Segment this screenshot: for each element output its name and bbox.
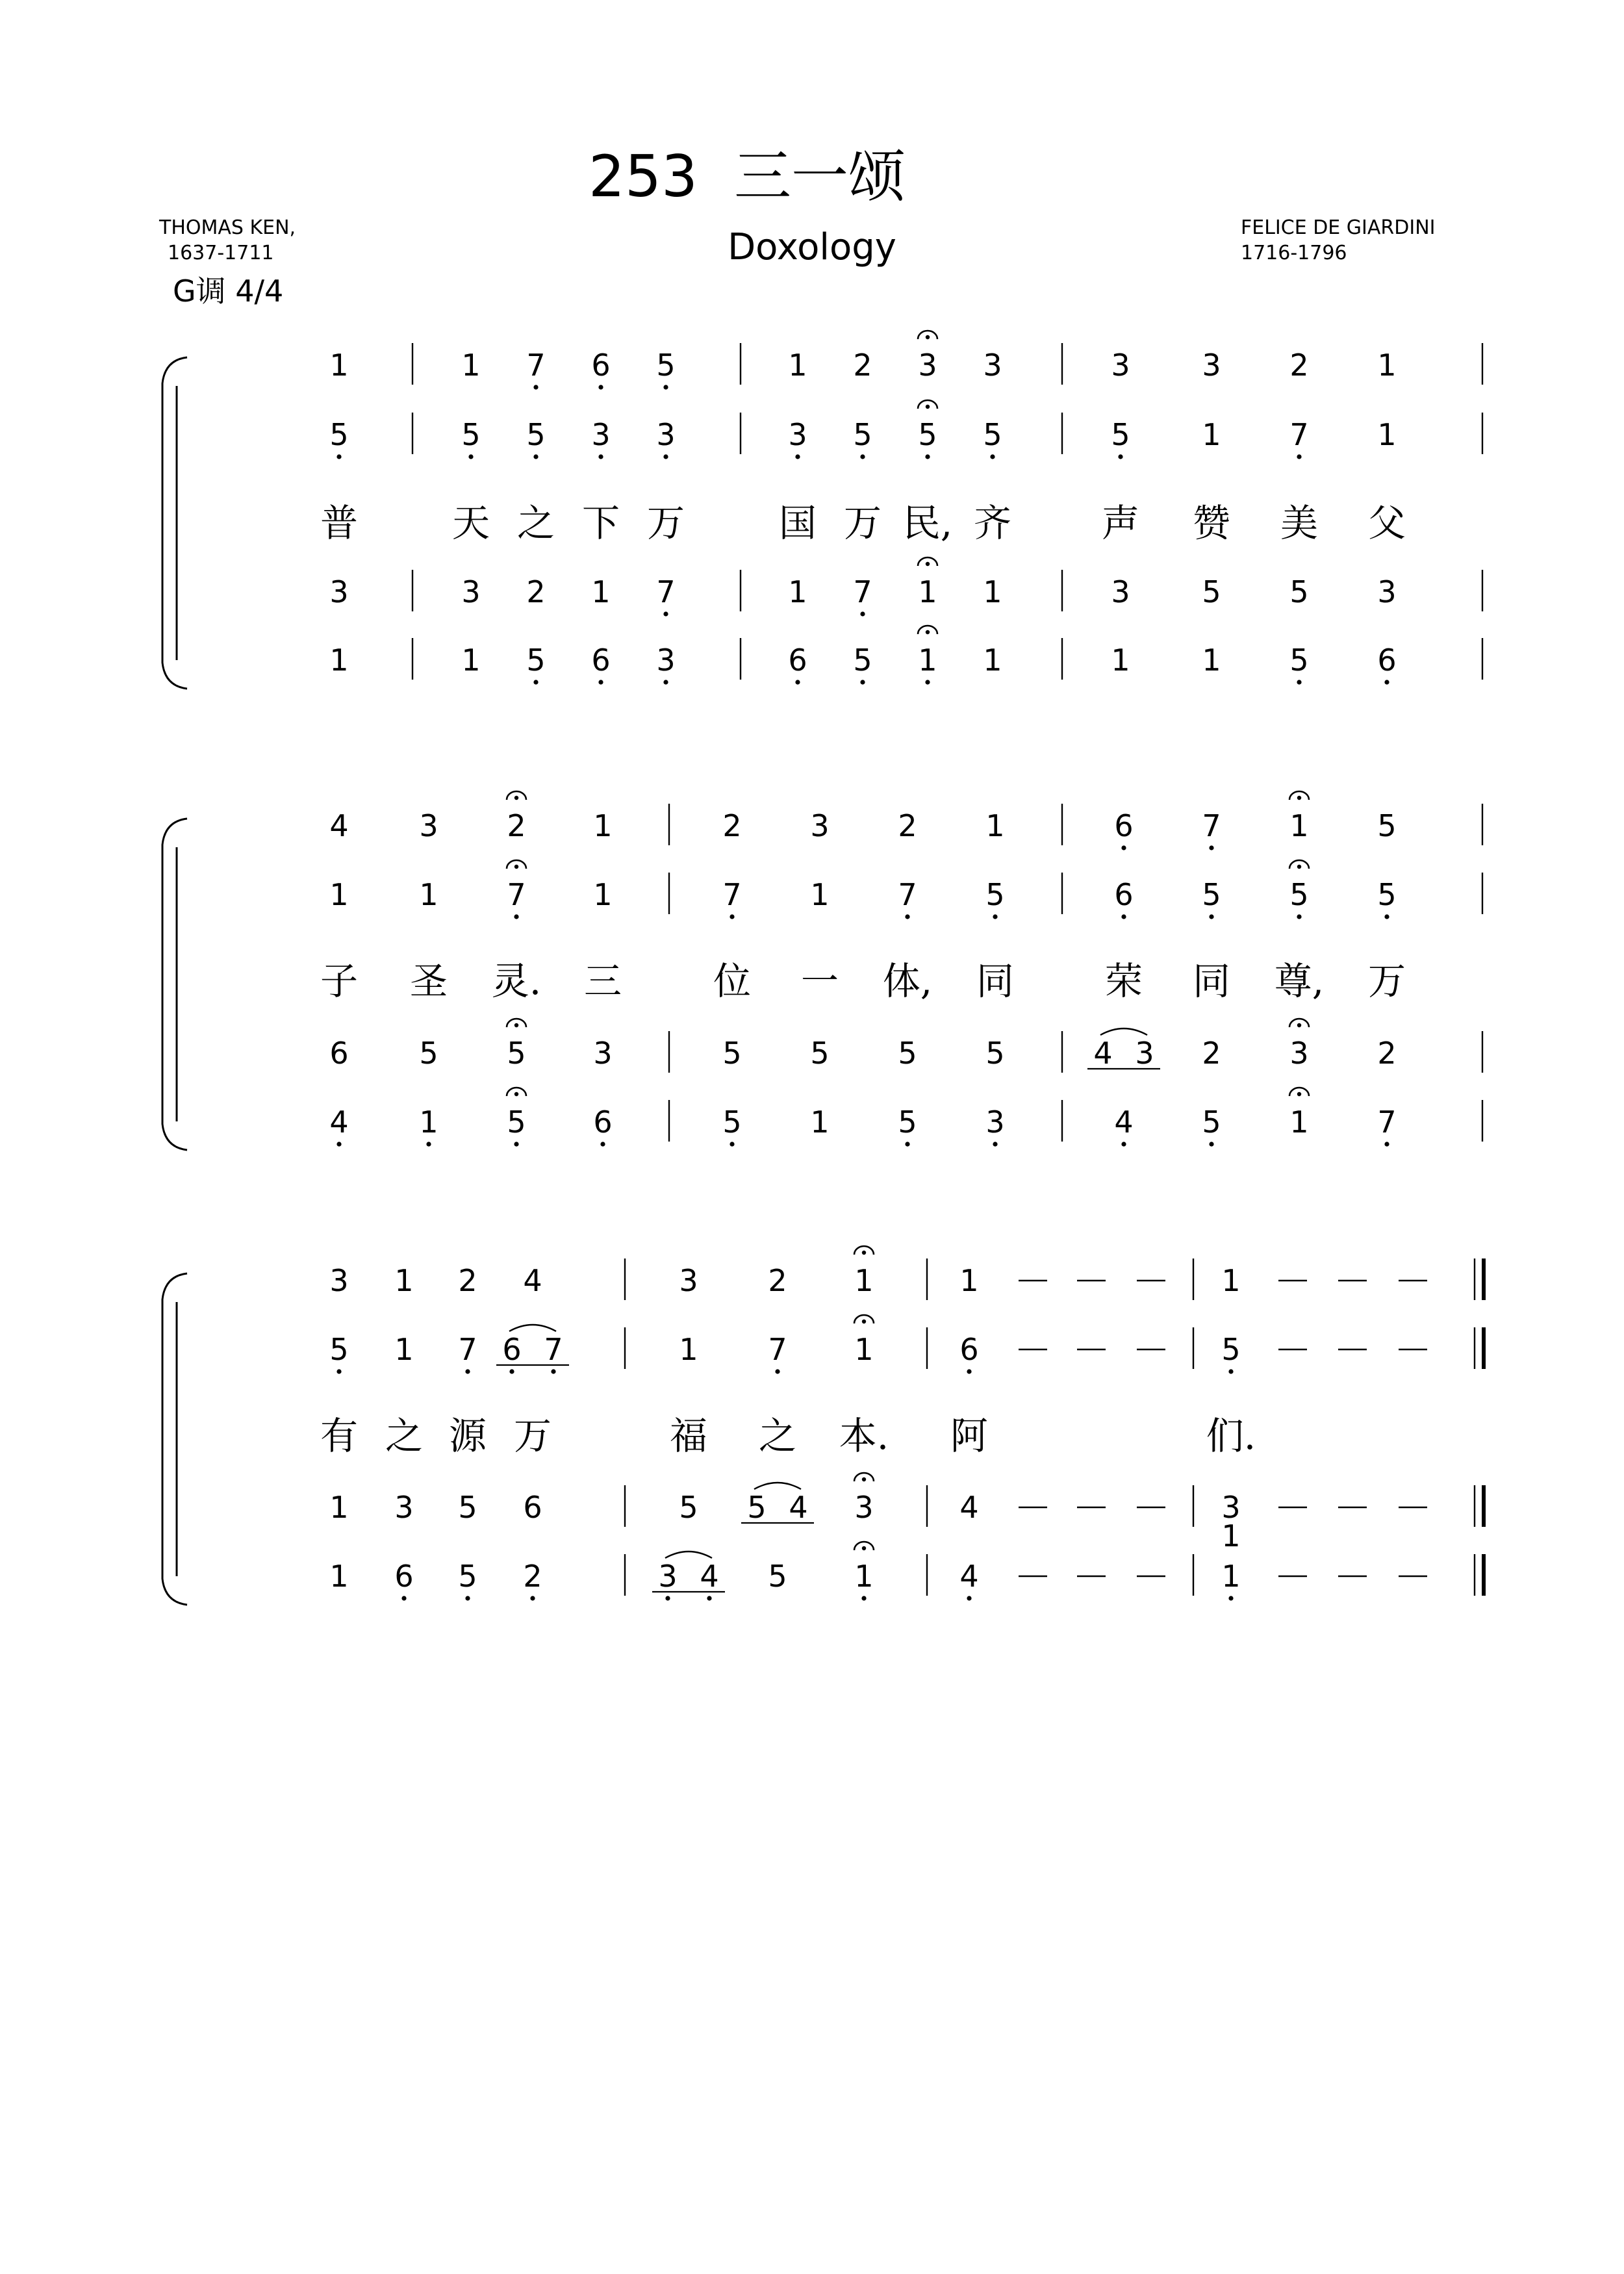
- octave-dot: [905, 1142, 909, 1146]
- note: 1: [918, 643, 937, 678]
- note: 5: [1221, 1332, 1241, 1367]
- octave-dot: [1297, 914, 1301, 919]
- note: 1: [854, 1263, 874, 1298]
- lyric-syllable: 福: [669, 1414, 708, 1458]
- note: 5: [458, 1490, 477, 1525]
- note: 3: [419, 808, 438, 843]
- note: 4: [1114, 1105, 1134, 1140]
- note: 3: [679, 1263, 698, 1298]
- note: 1: [1289, 808, 1309, 843]
- octave-dot: [860, 680, 865, 684]
- octave-dot: [795, 454, 800, 459]
- lyric-syllable: 齐: [973, 501, 1012, 545]
- octave-dot: [336, 454, 341, 459]
- octave-dot: [990, 454, 995, 459]
- note: 5: [722, 1105, 742, 1140]
- note: 1: [854, 1559, 874, 1594]
- note: 3: [788, 417, 807, 452]
- octave-dot: [860, 611, 865, 616]
- note: 3: [1202, 348, 1221, 383]
- note: 7: [1289, 417, 1309, 452]
- fermata-dot: [926, 405, 930, 409]
- octave-dot: [598, 454, 603, 459]
- lyric-syllable: 父: [1367, 501, 1406, 545]
- fermata-dot: [1297, 865, 1301, 869]
- note: 5: [461, 417, 481, 452]
- octave-dot: [1228, 1369, 1233, 1373]
- note: 2: [458, 1263, 477, 1298]
- note: 1: [788, 574, 807, 609]
- system-bracket: [162, 1273, 187, 1605]
- lyric-syllable: 有: [320, 1414, 359, 1458]
- octave-dot: [860, 454, 865, 459]
- note: 3: [810, 808, 830, 843]
- lyric-syllable: 美: [1280, 501, 1319, 545]
- octave-dot: [730, 1142, 734, 1146]
- note: 4: [329, 1105, 349, 1140]
- note: 1: [1202, 417, 1221, 452]
- note: 1: [1202, 643, 1221, 678]
- note: 1: [394, 1332, 414, 1367]
- octave-dot: [1297, 454, 1301, 459]
- note: 1: [1289, 1105, 1309, 1140]
- octave-dot: [665, 1596, 670, 1600]
- lyric-syllable: 声: [1101, 501, 1140, 545]
- note: 5: [918, 417, 937, 452]
- octave-dot: [336, 1369, 341, 1373]
- note: 1: [419, 877, 438, 912]
- note: 1: [1377, 348, 1397, 383]
- note: 7: [768, 1332, 787, 1367]
- note: 6: [502, 1332, 522, 1367]
- note: 7: [507, 877, 526, 912]
- note: 5: [1202, 877, 1221, 912]
- fermata-dot: [862, 1477, 866, 1481]
- octave-dot: [533, 454, 538, 459]
- lyric-syllable: 源: [448, 1414, 487, 1458]
- lyric-syllable: 万: [1367, 959, 1406, 1003]
- octave-dot: [707, 1596, 711, 1600]
- note: 5: [1377, 877, 1397, 912]
- note: 3: [1377, 574, 1397, 609]
- note: 1: [329, 643, 349, 678]
- note: 1: [985, 808, 1005, 843]
- note: 2: [853, 348, 872, 383]
- note: 3: [1135, 1036, 1154, 1071]
- lyric-syllable: 们.: [1206, 1414, 1256, 1458]
- note: 5: [419, 1036, 438, 1071]
- note: 1: [394, 1263, 414, 1298]
- lyric-syllable: 本.: [839, 1414, 889, 1458]
- note: 4: [789, 1490, 808, 1525]
- note: 6: [329, 1036, 349, 1071]
- fermata-dot: [1297, 1023, 1301, 1027]
- note: 1: [329, 1490, 349, 1525]
- octave-dot: [1384, 914, 1389, 919]
- note: 3: [461, 574, 481, 609]
- hymn-number: 253: [589, 143, 698, 210]
- octave-dot: [336, 1142, 341, 1146]
- note: 1: [854, 1332, 874, 1367]
- lyric-syllable: 万: [513, 1414, 552, 1458]
- note: 3: [658, 1559, 678, 1594]
- note: 3: [394, 1490, 414, 1525]
- note: 4: [1093, 1036, 1113, 1071]
- lyric-syllable: 三: [583, 959, 622, 1003]
- octave-dot: [925, 454, 930, 459]
- note: 6: [394, 1559, 414, 1594]
- octave-dot: [465, 1596, 470, 1600]
- octave-dot: [1121, 914, 1126, 919]
- note: 5: [656, 348, 676, 383]
- octave-dot: [730, 914, 734, 919]
- fermata-dot: [862, 1546, 866, 1550]
- fermata-dot: [514, 1023, 518, 1027]
- note: 5: [329, 417, 349, 452]
- note: 5: [458, 1559, 477, 1594]
- composer-years: 1716-1796: [1241, 242, 1347, 264]
- octave-dot: [598, 385, 603, 389]
- lyric-syllable: 同: [1192, 959, 1231, 1003]
- octave-dot: [468, 454, 473, 459]
- octave-dot: [775, 1369, 780, 1373]
- lyric-syllable: 普: [320, 501, 359, 545]
- fermata-dot: [862, 1251, 866, 1255]
- note: 6: [523, 1490, 542, 1525]
- octave-dot: [795, 680, 800, 684]
- octave-dot: [1297, 680, 1301, 684]
- lyric-syllable: 圣: [409, 959, 448, 1003]
- note: 2: [1202, 1036, 1221, 1071]
- note: 3: [983, 348, 1002, 383]
- note: 7: [1202, 808, 1221, 843]
- system-bracket: [162, 357, 187, 689]
- lyric-syllable: 尊,: [1274, 959, 1325, 1003]
- hymn-title-text: 三一颂: [733, 143, 906, 210]
- octave-dot: [509, 1369, 514, 1373]
- note: 4: [700, 1559, 719, 1594]
- octave-dot: [1209, 845, 1213, 850]
- octave-dot: [663, 680, 668, 684]
- note: 5: [526, 417, 546, 452]
- note: 6: [1114, 808, 1134, 843]
- note: 3: [329, 574, 349, 609]
- note: 7: [853, 574, 872, 609]
- note: 5: [898, 1105, 917, 1140]
- note: 2: [507, 808, 526, 843]
- fermata-dot: [514, 796, 518, 800]
- octave-dot: [1209, 1142, 1213, 1146]
- lyric-syllable: 万: [646, 501, 685, 545]
- octave-dot: [993, 1142, 997, 1146]
- octave-dot: [1121, 845, 1126, 850]
- octave-dot: [663, 385, 668, 389]
- note: 7: [544, 1332, 563, 1367]
- note: 1: [788, 348, 807, 383]
- note: 4: [329, 808, 349, 843]
- note: 1: [1111, 643, 1130, 678]
- note: 3: [985, 1105, 1005, 1140]
- slur: [1100, 1028, 1147, 1035]
- note: 3: [1289, 1036, 1309, 1071]
- slur: [754, 1483, 801, 1489]
- note: 2: [768, 1263, 787, 1298]
- note: 5: [507, 1105, 526, 1140]
- note: 6: [1377, 643, 1397, 678]
- note: 1: [810, 1105, 830, 1140]
- note: 3: [656, 417, 676, 452]
- note: 3: [656, 643, 676, 678]
- lyric-syllable: 一: [800, 959, 839, 1003]
- octave-dot: [663, 454, 668, 459]
- note: 5: [722, 1036, 742, 1071]
- lyric-syllable: 阿: [950, 1414, 989, 1458]
- note: 2: [1289, 348, 1309, 383]
- lyric-syllable: 之: [758, 1414, 797, 1458]
- note: 1: [983, 643, 1002, 678]
- note: 5: [507, 1036, 526, 1071]
- note: 1: [810, 877, 830, 912]
- octave-dot: [861, 1596, 866, 1600]
- note: 1: [419, 1105, 438, 1140]
- note: 2: [722, 808, 742, 843]
- lyric-syllable: 下: [581, 501, 620, 545]
- note: 7: [458, 1332, 477, 1367]
- note: 5: [1202, 1105, 1221, 1140]
- note: 1: [959, 1263, 979, 1298]
- note: 1: [329, 1559, 349, 1594]
- fermata-dot: [926, 335, 930, 339]
- note: 5: [1377, 808, 1397, 843]
- octave-dot: [598, 680, 603, 684]
- octave-dot: [925, 680, 930, 684]
- note: 5: [898, 1036, 917, 1071]
- lyric-syllable: 国: [778, 501, 817, 545]
- note: 1: [918, 574, 937, 609]
- note: 5: [679, 1490, 698, 1525]
- note: 6: [591, 348, 611, 383]
- fermata-dot: [862, 1320, 866, 1323]
- octave-dot: [967, 1369, 971, 1373]
- lyric-syllable: 同: [976, 959, 1015, 1003]
- note: 7: [656, 574, 676, 609]
- note: 6: [959, 1332, 979, 1367]
- note: 5: [853, 417, 872, 452]
- fermata-dot: [514, 1092, 518, 1096]
- octave-dot: [1118, 454, 1123, 459]
- note: 5: [1202, 574, 1221, 609]
- note: 5: [983, 417, 1002, 452]
- fermata-dot: [1297, 796, 1301, 800]
- note: 7: [526, 348, 546, 383]
- note: 5: [1289, 574, 1309, 609]
- slur: [509, 1325, 556, 1331]
- note: 1: [983, 574, 1002, 609]
- note: 3: [329, 1263, 349, 1298]
- octave-dot: [426, 1142, 431, 1146]
- octave-dot: [1121, 1142, 1126, 1146]
- octave-dot: [663, 611, 668, 616]
- lyric-syllable: 之: [385, 1414, 424, 1458]
- octave-dot: [967, 1596, 971, 1600]
- lyric-syllable: 子: [320, 959, 359, 1003]
- author-name: THOMAS KEN,: [159, 216, 296, 239]
- fermata-dot: [926, 562, 930, 566]
- note: 5: [329, 1332, 349, 1367]
- octave-dot: [530, 1596, 535, 1600]
- note: 1: [679, 1332, 698, 1367]
- author-years: 1637-1711: [168, 242, 274, 264]
- note: 3: [1221, 1490, 1241, 1525]
- key-time-signature: G调 4/4: [173, 274, 284, 309]
- note: 6: [593, 1105, 613, 1140]
- note: 1: [461, 348, 481, 383]
- composer-name: FELICE DE GIARDINI: [1241, 216, 1436, 239]
- note-extra: 1: [1221, 1518, 1241, 1553]
- octave-dot: [514, 914, 518, 919]
- note: 3: [591, 417, 611, 452]
- octave-dot: [1228, 1596, 1233, 1600]
- lyric-syllable: 之: [516, 501, 555, 545]
- note: 3: [1111, 348, 1130, 383]
- octave-dot: [1384, 1142, 1389, 1146]
- note: 3: [918, 348, 937, 383]
- lyric-syllable: 民,: [902, 501, 953, 545]
- octave-dot: [905, 914, 909, 919]
- lyric-syllable: 赞: [1192, 501, 1231, 545]
- note: 5: [985, 1036, 1005, 1071]
- note: 5: [526, 643, 546, 678]
- note: 2: [526, 574, 546, 609]
- octave-dot: [401, 1596, 406, 1600]
- note: 6: [788, 643, 807, 678]
- note: 3: [854, 1490, 874, 1525]
- system-bracket: [162, 819, 187, 1150]
- note: 7: [898, 877, 917, 912]
- octave-dot: [533, 680, 538, 684]
- note: 1: [1221, 1559, 1241, 1594]
- note: 5: [1289, 643, 1309, 678]
- lyric-syllable: 体,: [882, 959, 933, 1003]
- note: 1: [593, 808, 613, 843]
- lyric-syllable: 位: [713, 959, 752, 1003]
- note: 2: [898, 808, 917, 843]
- note: 3: [593, 1036, 613, 1071]
- octave-dot: [1384, 680, 1389, 684]
- note: 6: [591, 643, 611, 678]
- fermata-dot: [1297, 1092, 1301, 1096]
- note: 2: [523, 1559, 542, 1594]
- note: 1: [1221, 1263, 1241, 1298]
- note: 5: [1111, 417, 1130, 452]
- lyric-syllable: 荣: [1104, 959, 1143, 1003]
- note: 5: [747, 1490, 767, 1525]
- lyric-syllable: 灵.: [491, 959, 542, 1003]
- octave-dot: [465, 1369, 470, 1373]
- note: 5: [1289, 877, 1309, 912]
- note: 4: [523, 1263, 542, 1298]
- note: 1: [593, 877, 613, 912]
- note: 1: [329, 348, 349, 383]
- note: 1: [591, 574, 611, 609]
- octave-dot: [600, 1142, 605, 1146]
- note: 1: [1377, 417, 1397, 452]
- note: 4: [959, 1559, 979, 1594]
- fermata-dot: [926, 630, 930, 634]
- note: 7: [1377, 1105, 1397, 1140]
- note: 5: [810, 1036, 830, 1071]
- octave-dot: [514, 1142, 518, 1146]
- octave-dot: [551, 1369, 555, 1373]
- note: 5: [985, 877, 1005, 912]
- fermata-dot: [514, 865, 518, 869]
- note: 4: [959, 1490, 979, 1525]
- octave-dot: [533, 385, 538, 389]
- note: 1: [329, 877, 349, 912]
- octave-dot: [1209, 914, 1213, 919]
- note: 5: [853, 643, 872, 678]
- note: 1: [461, 643, 481, 678]
- octave-dot: [993, 914, 997, 919]
- note: 5: [768, 1559, 787, 1594]
- slur: [665, 1552, 712, 1558]
- hymn-subtitle: Doxology: [728, 226, 896, 268]
- note: 3: [1111, 574, 1130, 609]
- lyric-syllable: 万: [843, 501, 882, 545]
- note: 2: [1377, 1036, 1397, 1071]
- lyric-syllable: 天: [451, 501, 490, 545]
- note: 7: [722, 877, 742, 912]
- note: 6: [1114, 877, 1134, 912]
